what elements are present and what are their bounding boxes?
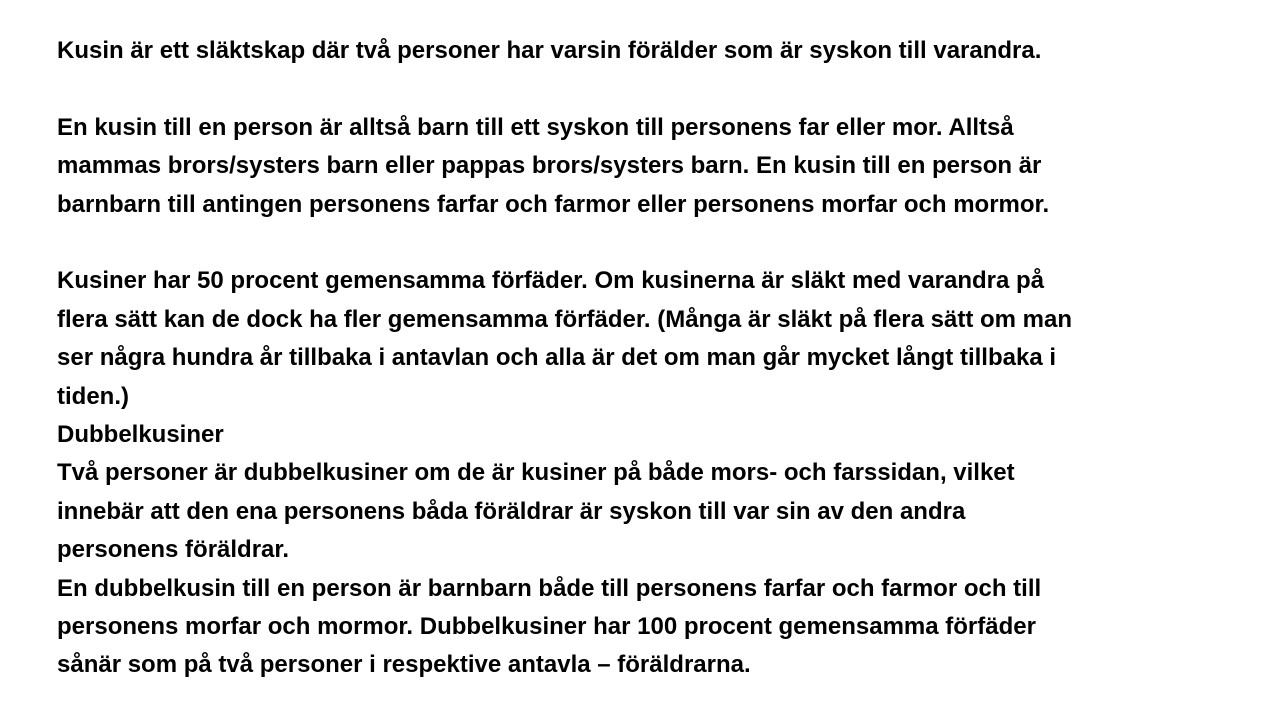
section-heading (57, 416, 1257, 454)
slide-text-body (57, 32, 1257, 685)
text-line: tiden.) (57, 382, 129, 410)
text-line: barnbarn till antingen personens farfar och farmor eller personens morfar och mormor. (57, 190, 1050, 218)
text-line: En dubbelkusin till en person är barnbarn både till personens farfar och farmor och till (57, 574, 1042, 602)
blank-line (57, 224, 1257, 262)
text-line: Kusiner har 50 procent gemensamma förfäder. Om kusinerna är släkt med varandra på (57, 267, 1045, 295)
blank-line (57, 70, 1257, 108)
text-line: Två personer är dubbelkusiner om de är kusiner på både mors- och farssidan, vilket (57, 459, 1015, 487)
paragraph-definition (57, 32, 1257, 70)
text-line: sånär som på två personer i respektive antavla – föräldrarna. (57, 651, 751, 679)
text-line: flera sätt kan de dock ha fler gemensamma förfäder. (Många är släkt på flera sätt om man (57, 305, 1073, 333)
text-line: innebär att den ena personens båda föräldrar är syskon till var sin av den andra (57, 497, 966, 525)
text-line: Kusin är ett släktskap där två personer har varsin förälder som är syskon till varandra. (57, 37, 1042, 64)
text-line: mammas brors/systers barn eller pappas brors/systers barn. En kusin till en person är (57, 152, 1042, 180)
paragraph-ancestors (57, 262, 1257, 416)
text-line: personens morfar och mormor. Dubbelkusiner har 100 procent gemensamma förfäder (57, 613, 1036, 641)
heading-text: Dubbelkusiner (57, 421, 224, 449)
paragraph-double-definition (57, 454, 1257, 569)
paragraph-explanation (57, 109, 1257, 224)
text-line: En kusin till en person är alltså barn till ett syskon till personens far eller mor. Alltså (57, 113, 1014, 141)
text-line: personens föräldrar. (57, 536, 290, 564)
text-line: ser några hundra år tillbaka i antavlan och alla är det om man går mycket långt tillbaka i (57, 344, 1056, 372)
paragraph-double-ancestors (57, 570, 1257, 685)
